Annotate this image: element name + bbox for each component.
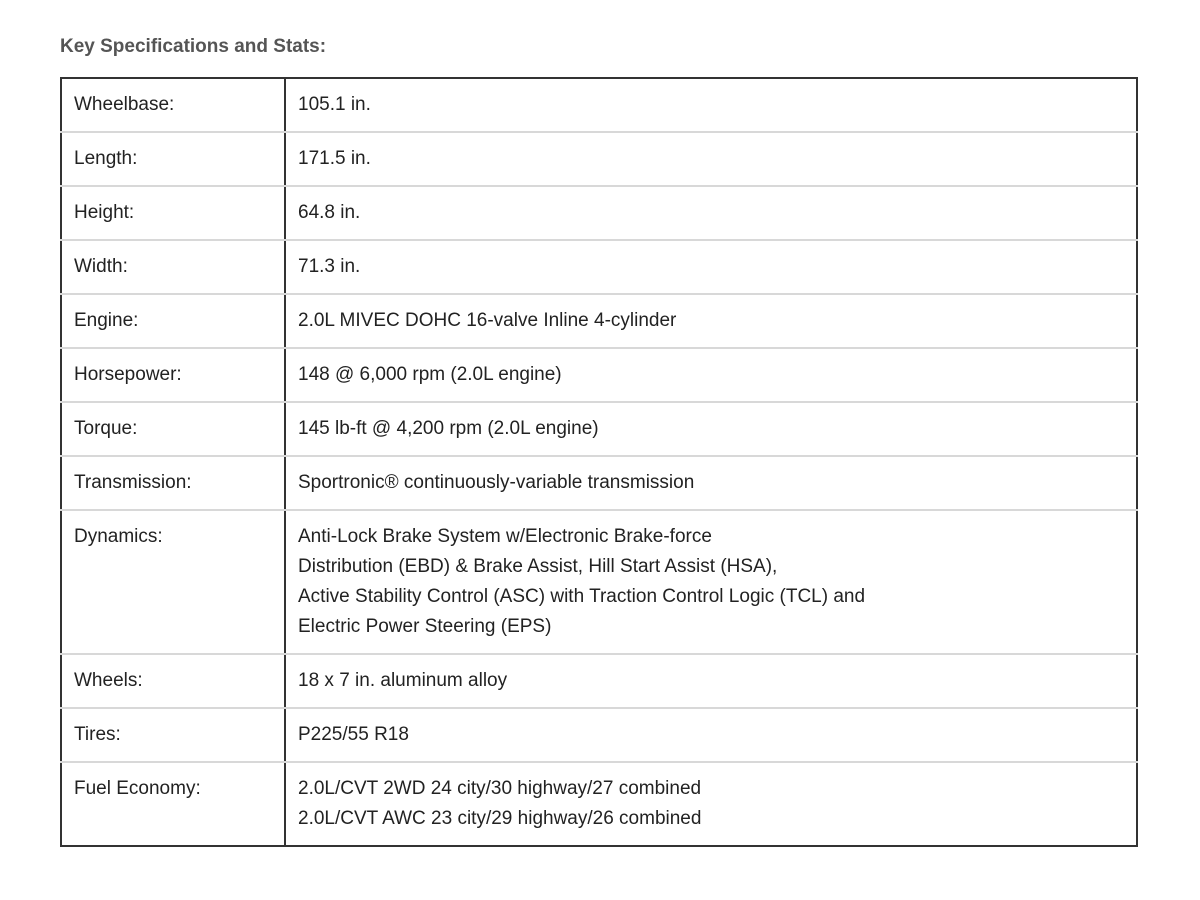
spec-label: Tires:	[61, 708, 285, 762]
spec-value-line: Distribution (EBD) & Brake Assist, Hill Start Assist (HSA),	[298, 556, 778, 577]
table-row	[61, 510, 1137, 654]
spec-value	[285, 510, 1137, 654]
spec-value	[285, 654, 1137, 708]
spec-value	[285, 762, 1137, 846]
spec-value	[285, 348, 1137, 402]
spec-value	[285, 294, 1137, 348]
spec-label: Torque:	[61, 402, 285, 456]
spec-value-line: Active Stability Control (ASC) with Traction Control Logic (TCL) and	[298, 586, 866, 607]
spec-label: Width:	[61, 240, 285, 294]
spec-value	[285, 456, 1137, 510]
table-row	[61, 456, 1137, 510]
spec-label: Horsepower:	[61, 348, 285, 402]
spec-table	[60, 77, 1138, 847]
table-row	[61, 654, 1137, 708]
spec-label: Length:	[61, 132, 285, 186]
table-row	[61, 708, 1137, 762]
table-row	[61, 186, 1137, 240]
spec-value-line: 145 lb-ft @ 4,200 rpm (2.0L engine)	[298, 418, 599, 439]
spec-value-line: 171.5 in.	[298, 148, 371, 169]
spec-value	[285, 402, 1137, 456]
spec-value	[285, 240, 1137, 294]
spec-value-line: 2.0L/CVT 2WD 24 city/30 highway/27 combined	[298, 778, 702, 799]
spec-value	[285, 132, 1137, 186]
spec-label: Wheelbase:	[61, 78, 285, 132]
spec-label: Height:	[61, 186, 285, 240]
spec-value-line: Anti-Lock Brake System w/Electronic Brake-force	[298, 526, 712, 547]
spec-label: Wheels:	[61, 654, 285, 708]
spec-value-line: Electric Power Steering (EPS)	[298, 616, 552, 637]
spec-value-line: P225/55 R18	[298, 724, 409, 745]
spec-table-body	[61, 78, 1137, 846]
spec-value-line: 148 @ 6,000 rpm (2.0L engine)	[298, 364, 562, 385]
spec-value	[285, 78, 1137, 132]
spec-value	[285, 708, 1137, 762]
table-row	[61, 348, 1137, 402]
spec-label: Transmission:	[61, 456, 285, 510]
spec-value-line: 105.1 in.	[298, 94, 371, 115]
spec-label: Fuel Economy:	[61, 762, 285, 846]
spec-value-line: Sportronic® continuously-variable transmission	[298, 472, 695, 493]
table-row	[61, 240, 1137, 294]
spec-value-line: 2.0L/CVT AWC 23 city/29 highway/26 combined	[298, 808, 702, 829]
table-row	[61, 294, 1137, 348]
spec-value-line: 64.8 in.	[298, 202, 361, 223]
spec-value	[285, 186, 1137, 240]
page-title: Key Specifications and Stats:	[60, 36, 327, 57]
spec-value-line: 71.3 in.	[298, 256, 361, 277]
table-row	[61, 402, 1137, 456]
spec-label: Dynamics:	[61, 510, 285, 654]
spec-label: Engine:	[61, 294, 285, 348]
table-row	[61, 132, 1137, 186]
spec-value-line: 18 x 7 in. aluminum alloy	[298, 670, 508, 691]
table-row	[61, 762, 1137, 846]
table-row	[61, 78, 1137, 132]
spec-value-line: 2.0L MIVEC DOHC 16-valve Inline 4-cylinder	[298, 310, 677, 331]
